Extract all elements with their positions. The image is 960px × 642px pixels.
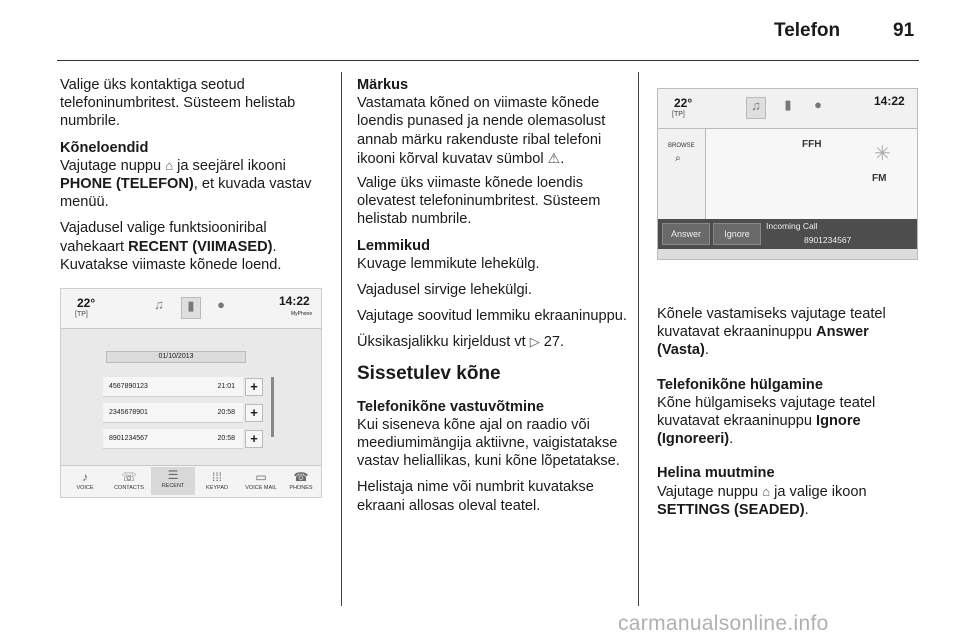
section-heading: Lemmikud — [357, 237, 430, 254]
section-heading: Kõneloendid — [60, 139, 149, 156]
section-heading: Telefonikõne vastuvõtmine — [357, 398, 545, 415]
text: Kõne hülgamiseks vajutage teatel kuvatavat ekraaninuppu — [657, 394, 876, 430]
watermark: carmanualsonline.info — [618, 612, 829, 635]
keypad-icon: ⁞⁞⁞ — [211, 470, 222, 484]
add-contact-button[interactable]: + — [245, 430, 263, 448]
tp-indicator: [TP] — [672, 111, 685, 118]
section-heading: Märkus — [357, 77, 409, 93]
phone-tab-icon: ▮ — [181, 297, 201, 319]
bold-term: RECENT (VIIMASED) — [128, 238, 273, 255]
call-number: 8901234567 — [109, 435, 148, 442]
contacts-icon: ☏ — [121, 470, 137, 484]
section-heading: Telefonikõne hülgamine — [657, 376, 823, 393]
add-contact-button[interactable]: + — [245, 378, 263, 396]
audio-tab-icon: ♫ — [746, 97, 766, 119]
paragraph: Vajutage soovitud lemmiku ekraaninuppu. — [357, 308, 627, 325]
text: . — [560, 150, 565, 167]
audio-tab-icon: ♫ — [154, 297, 164, 312]
call-number: 4567890123 — [109, 383, 148, 390]
screen-top-bar — [658, 89, 917, 129]
page-title: Telefon — [774, 20, 841, 41]
call-row[interactable] — [103, 377, 243, 397]
incoming-call-bar — [658, 219, 917, 249]
call-row[interactable] — [103, 403, 243, 423]
browse-label: BROWSE — [668, 143, 695, 149]
section-title: Sissetulev kõne — [357, 362, 501, 384]
phones-button[interactable]: ☎ PHONES — [279, 469, 322, 491]
recent-button[interactable]: ☰ RECENT — [151, 467, 195, 495]
bold-term: SETTINGS (SEADED) — [657, 501, 805, 518]
clock: 14:22 — [279, 294, 310, 308]
phone-name: MyPhone — [291, 311, 313, 317]
call-time: 20:58 — [217, 435, 235, 442]
voice-button[interactable]: ♪ VOICE — [63, 469, 107, 491]
radio-icon: ✳ — [874, 143, 891, 165]
column-3 — [657, 305, 919, 527]
text: Üksikasjalikku kirjeldust vt — [357, 334, 530, 351]
voice-mail-button[interactable]: ▭ VOICE MAIL — [239, 469, 283, 491]
page-number: 91 — [893, 20, 915, 41]
paragraph: Helistaja nime või numbrit kuvatakse ekraani allosas oleval teatel. — [357, 479, 594, 514]
text: Vajadusel valige funktsiooniribal vahekaart — [60, 220, 267, 255]
text: ja valige ikoon — [770, 483, 867, 500]
call-time: 21:01 — [217, 383, 235, 390]
incoming-call-screenshot — [657, 88, 918, 260]
warning-icon: ⚠ — [547, 149, 561, 166]
header-rule — [57, 60, 919, 61]
search-icon: ⌕ — [675, 153, 681, 164]
screen-top-bar — [61, 289, 321, 329]
text: 27. — [539, 334, 565, 351]
note-text: Vastamata kõned on viimaste kõnede loendis punased ja nende olemasolust annab märku rakenduste ribal telefoni ikooni kõrval kuvatav sümbol — [357, 95, 606, 167]
call-time: 20:58 — [217, 409, 235, 416]
call-row[interactable] — [103, 429, 243, 449]
bold-term: PHONE (TELEFON) — [60, 176, 194, 193]
add-contact-button[interactable]: + — [245, 404, 263, 422]
column-divider-2 — [638, 72, 639, 606]
bold-term: Answer (Vasta) — [657, 324, 869, 359]
info-tab-icon: ● — [814, 97, 822, 112]
incoming-call-label: Incoming Call — [766, 221, 818, 231]
radio-panel — [706, 129, 917, 219]
ignore-button[interactable]: Ignore — [713, 223, 761, 245]
voice-icon: ♪ — [82, 470, 88, 484]
page-reference-icon: ▷ — [529, 334, 540, 350]
paragraph: Valige üks kontaktiga seotud telefoninumbritest. Süsteem helistab numbrile. — [60, 77, 296, 130]
tp-indicator: [TP] — [75, 311, 88, 318]
station-name: FFH — [802, 139, 822, 150]
text: . — [804, 501, 809, 518]
home-icon: ⌂ — [762, 483, 771, 499]
text: , et kuvada vastav menüü. — [60, 176, 312, 211]
text: Kõnele vastamiseks vajutage teatel kuvatavat ekraaninuppu — [657, 306, 886, 341]
text: Kuvatakse viimaste kõnede loend. — [60, 256, 282, 273]
text: . — [704, 342, 709, 359]
temperature: 22° — [77, 296, 96, 310]
text: . — [272, 238, 277, 255]
answer-button[interactable]: Answer — [662, 223, 710, 245]
caller-number: 8901234567 — [804, 235, 852, 245]
function-bar — [61, 465, 321, 497]
section-heading: Helina muutmine — [657, 465, 775, 482]
paragraph: Vajadusel sirvige lehekülgi. — [357, 282, 532, 299]
home-icon: ⌂ — [165, 157, 174, 173]
scrollbar[interactable] — [271, 377, 274, 437]
text: Vajutage nuppu — [657, 483, 763, 500]
column-2 — [357, 76, 633, 523]
bold-term: Ignore (Ignoreeri) — [657, 413, 861, 448]
text: ja seejärel ikooni — [173, 157, 286, 174]
info-tab-icon: ● — [217, 297, 225, 312]
browse-panel — [658, 129, 706, 219]
recent-calls-screenshot — [60, 288, 322, 498]
column-1 — [60, 76, 332, 282]
paragraph: Kuvage lemmikute lehekülg. — [357, 255, 540, 272]
phones-icon: ☎ — [293, 470, 309, 484]
text: . — [729, 431, 734, 448]
recent-icon: ☰ — [167, 468, 179, 482]
date-bar: 01/10/2013 — [106, 351, 246, 363]
call-number: 2345678901 — [109, 409, 148, 416]
contacts-button[interactable]: ☏ CONTACTS — [107, 469, 151, 491]
column-divider-1 — [341, 72, 342, 606]
clock: 14:22 — [874, 94, 905, 108]
text: Vajutage nuppu — [60, 157, 166, 174]
paragraph: Kui siseneva kõne ajal on raadio või meediumimängija aktiivne, vaigistatakse vastav heliallikas, kuni kõne lõpetatakse. — [357, 416, 620, 470]
phone-tab-icon: ▮ — [784, 97, 792, 112]
paragraph: Valige üks viimaste kõnede loendis olevatest telefoninumbritest. Süsteem helistab numbrile. — [357, 175, 601, 228]
voicemail-icon: ▭ — [255, 470, 267, 484]
keypad-button[interactable]: ⁞⁞⁞ KEYPAD — [195, 469, 239, 491]
band-label: FM — [872, 173, 887, 184]
temperature: 22° — [674, 96, 693, 110]
